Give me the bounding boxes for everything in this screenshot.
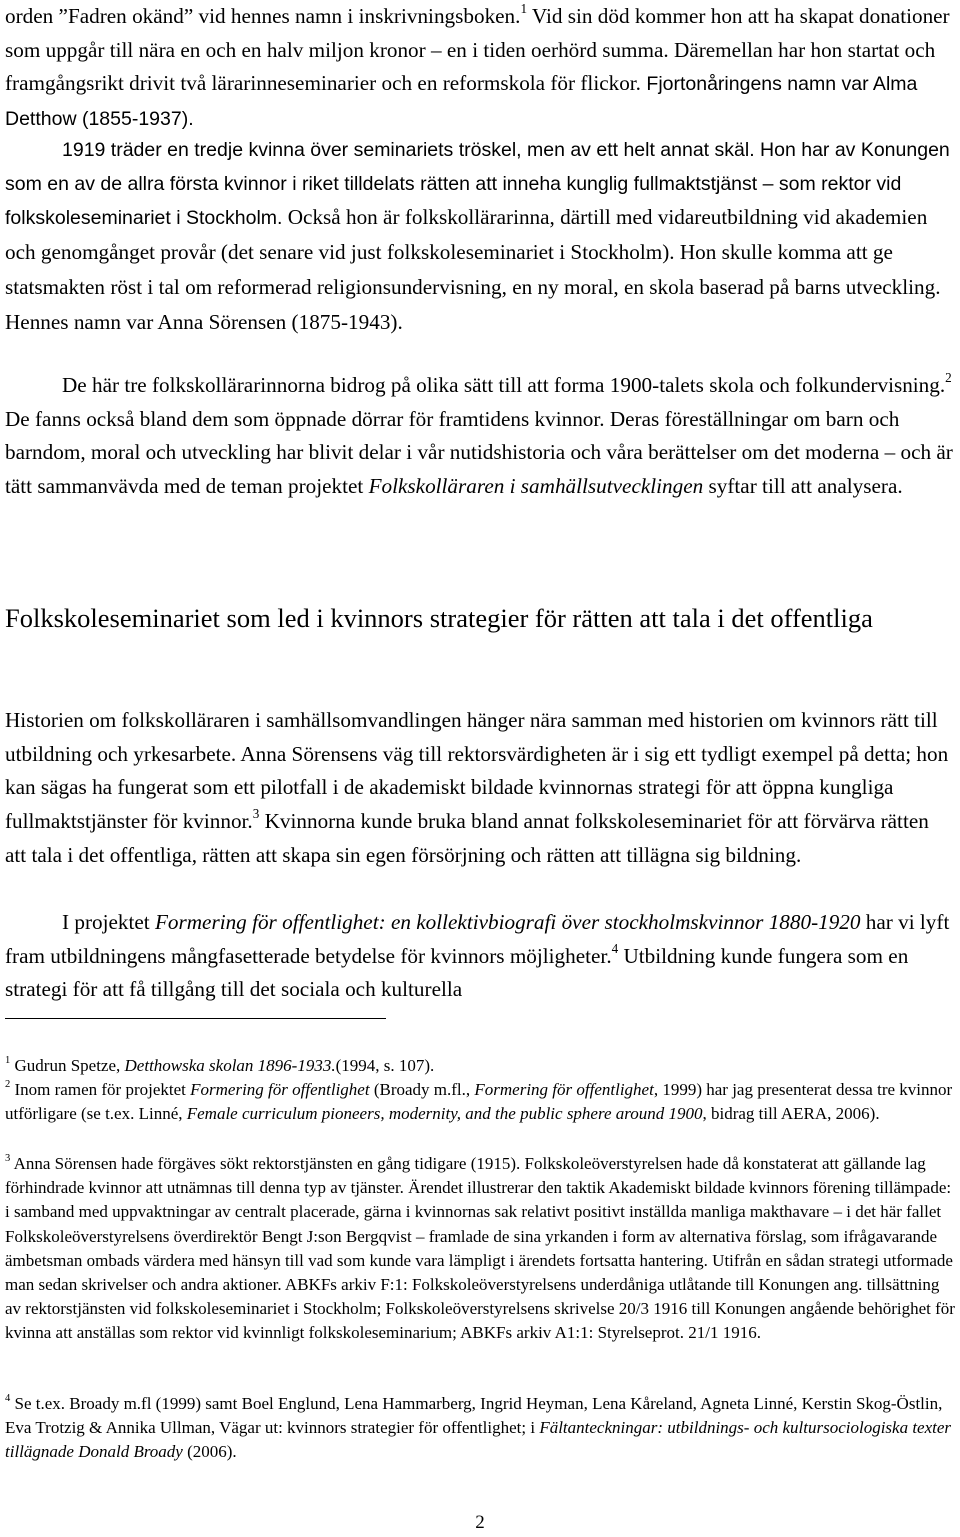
para3-b: De fanns också bland dem som öppnade dörrar för framtidens kvinnor. Deras föreställningar om barn och barndom, moral och utveckling har blivit delar i vår nutidshistoria och våra berättelser om det moderna – och är tätt sammanvävda med de teman projektet [5,406,953,499]
footnote-4-a: Se t.ex. Broady m.fl (1999) samt Boel Englund, Lena Hammarberg, Ingrid Heyman, Lena Kåreland, Agneta Linné, Kerstin Skog-Östlin, Eva Trotzig & Annika Ullman, Vägar ut: kvinnors strategier för offentlighet; i [5,1394,943,1438]
para3-a: De här tre folkskollärarinnorna bidrog på olika sätt till att forma 1900-talets skola och folkundervisning. [62,373,946,397]
footnote-3 [5,1152,955,1346]
para3-c: syftar till att analysera. [703,474,903,499]
section-heading: Folkskoleseminariet som led i kvinnors strategier för rätten att tala i det offentliga [5,603,873,633]
footnote-2-b: (Broady m.fl., [369,1080,475,1099]
footnote-4 [5,1392,955,1465]
para5-a: I projektet [62,910,155,934]
para2-lead: 1919 träder en tredje kvinna över seminariets tröskel, men av ett helt annat skäl. Hon har av Konungen som en av de allra första kvinnor i riket tilldelats rätten att inneha kunglig fullmaktstjänst – som rektor vid folkskoleseminariet i Stockholm. [5,139,950,230]
footnote-4-b: (2006). [182,1442,237,1462]
paragraph-history [5,704,955,873]
paragraph-alma [5,0,955,137]
footnote-2-c: , 1999) har jag presenterat dessa tre kvinnor utförligare (se t.ex. Linné, [5,1080,953,1124]
footnote-2-d: , bidrag till AERA, 2006). [702,1104,880,1124]
footnote-separator [5,1018,386,1019]
footnote-1-a: Gudrun Spetze, [10,1056,125,1075]
page-number: 2 [475,1512,485,1533]
para2-rest: Också hon är folkskollärarinna, därtill med vidareutbildning vid akademien och genomgånget provår (det senare vid just folkskoleseminariet i Stockholm). Hon skulle komma att ge statsmakten röst i tal om reformerad religionsundervisning, en ny moral, en skola baserad på barns utveckling. Hennes namn var Anna Sörensen (1875-1943). [5,205,941,334]
footnote-2-i2: Formering för offentlighet [474,1080,654,1099]
para5-b: har vi lyft fram utbildningens mångfasetterade betydelse för kvinnors möjligheter. [5,910,950,968]
para1-text-cont: Vid sin död kommer hon att ha skapat donationer som uppgår till nära en och en halv miljon kronor – en i tiden oerhörd summa. Däremellan har hon startat och framgångsrikt drivit två lärarinneseminarier och en reformskola för flickor. [5,4,950,96]
footnote-2-i3: Female curriculum pioneers, modernity, and the public sphere around 1900 [186,1104,703,1124]
para4-a: Historien om folkskolläraren i samhällsomvandlingen hänger nära samman med historien om kvinnors rätt till utbildning och yrkesarbete. Anna Sörensens väg till rektorsvärdigheten är i sig ett tydligt exempel på detta; hon kan sägas ha fungerat som ett pilotfall i de akademiskt bildade kvinnornas strategi för att öppna kungliga fullmaktstjänster för kvinnor. [5,708,949,834]
para5-c: Utbildning kunde fungera som en strategi för att få tillgång till det sociala och kulturella [5,943,909,1002]
para1-text: orden ”Fadren okänd” vid hennes namn i inskrivningsboken. [5,4,521,28]
footnote-ref-3[interactable]: 3 [252,806,260,822]
para5-project-title: Formering för offentlighet: en kollektivbiografi över stockholmskvinnor 1880-1920 [154,910,861,934]
footnote-2-number: 2 [5,1078,11,1090]
footnote-2 [5,1078,955,1126]
footnote-4-number: 4 [5,1392,11,1404]
footnote-1 [5,1054,955,1078]
footnote-1-title: Detthowska skolan 1896-1933. [124,1056,336,1075]
para1-text-sans: Fjortonåringens namn var Alma Detthow (1855-1937). [5,73,918,131]
paragraph-project [5,906,955,1007]
para4-b: Kvinnorna kunde bruka bland annat folkskoleseminariet för att förvärva rätten att tala i det offentliga, rätten att skapa sin egen försörjning och rätten att tillägna sig bildning. [5,809,929,867]
para3-project-title: Folkskolläraren i samhällsutvecklingen [368,474,704,499]
footnote-ref-4[interactable]: 4 [611,940,619,956]
paragraph-anna-intro [5,134,955,340]
footnote-2-i1: Formering för offentlighet [190,1080,370,1099]
footnote-3-text: Anna Sörensen hade förgäves sökt rektorstjänsten en gång tidigare (1915). Folkskoleöverstyrelsen hade då konstaterat att gällande lag förhindrade kvinnor att utnämnas till denna typ av tjänster. Ärendet illustrerar den taktik Akademiskt bildade kvinnors förening tillämpade: i samband med uppvaktningar av centralt placerade, gärna i kvinnornas sak relativt positivt inställda manliga makthavare – i det här fallet Folkskoleöverstyrelsens överdirektör Bengt J:son Bergqvist – framlade de sina yrkanden i form av alternativa förslag, som ifrågavarande ämbetsman ombads värdera med hänsyn till vad som kunde vara lämpligt i ärendets fortsatta hantering. Utifrån en sådan strategi utformade man sedan skrivelser och andra aktioner. ABKFs arkiv F:1: Folkskoleöverstyrelsens underdåniga utlåtande till Konungen ang. tillsättning av rektorstjänsten vid folkskoleseminariet i Stockholm; Folkskoleöverstyrelsens skrivelse 20/3 1916 till Konungen angående behörighet för kvinna att anställas som rektor vid kvinnligt folkskoleseminarium; ABKFs arkiv A1:1: Styrelseprot. 21/1 1916. [5,1154,955,1343]
footnote-ref-2[interactable]: 2 [945,369,952,385]
paragraph-three-teachers [5,369,955,504]
footnote-1-b: (1994, s. 107). [335,1056,435,1075]
footnote-3-number: 3 [5,1152,11,1164]
footnote-2-a: Inom ramen för projektet [10,1080,191,1099]
footnote-ref-1[interactable]: 1 [520,0,528,16]
footnote-1-number: 1 [5,1054,11,1066]
footnote-4-title: Fältanteckningar: utbildnings- och kultursociologiska texter tillägnade Donald Broady [5,1418,952,1462]
